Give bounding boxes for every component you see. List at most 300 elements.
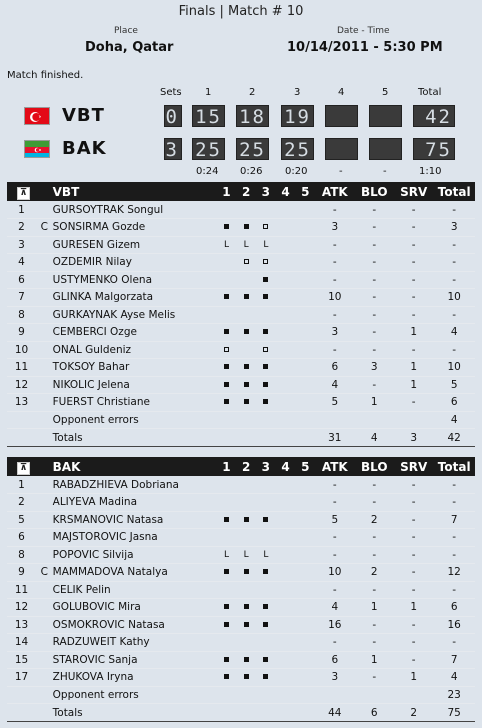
captain-mark — [36, 581, 53, 599]
atk-value: 6 — [315, 359, 354, 377]
player-name: RABADZHIEVA Dobriana — [53, 476, 217, 494]
player-number: 8 — [7, 546, 36, 564]
total-value: - — [433, 236, 475, 254]
set-5-participation — [295, 359, 315, 377]
started-set-icon — [224, 604, 229, 609]
started-set-icon — [263, 569, 268, 574]
set-3-participation — [256, 634, 276, 652]
set-4-participation — [276, 236, 296, 254]
total-value: 5 — [433, 376, 475, 394]
set-5-participation — [295, 616, 315, 634]
set3-score-bak: 25 — [281, 138, 314, 160]
player-number: 7 — [7, 289, 36, 307]
set-1-participation — [217, 236, 237, 254]
player-name: GOLUBOVIC Mira — [53, 599, 217, 617]
set-2-participation — [236, 341, 256, 359]
blo-value: - — [355, 376, 394, 394]
set-1-participation — [217, 254, 237, 272]
set-5-participation — [295, 634, 315, 652]
set-5-participation — [295, 306, 315, 324]
set-2-participation — [236, 476, 256, 494]
table-row — [7, 669, 475, 687]
table-row — [7, 219, 475, 237]
set-4-participation — [276, 254, 296, 272]
substitute-set-icon — [244, 259, 249, 264]
set-4-participation — [276, 359, 296, 377]
blo-value: - — [355, 254, 394, 272]
table-header-row — [7, 182, 475, 201]
atk-header: ATK — [315, 182, 354, 201]
totals-total: 42 — [433, 429, 475, 447]
set-4-participation — [276, 376, 296, 394]
total-value: - — [433, 201, 475, 219]
atk-value: - — [315, 341, 354, 359]
blo-value: - — [355, 289, 394, 307]
set-1-participation — [217, 341, 237, 359]
blo-value: - — [355, 581, 394, 599]
player-name: NIKOLIC Jelena — [53, 376, 217, 394]
totals-blo: 4 — [355, 429, 394, 447]
srv-value: 1 — [394, 359, 433, 377]
total-value: 4 — [433, 411, 475, 429]
total-value: 23 — [433, 686, 475, 704]
atk-value: 16 — [315, 616, 354, 634]
set-4-participation — [276, 616, 296, 634]
set-2-participation — [236, 616, 256, 634]
libero-mark: L — [243, 549, 249, 560]
player-name: RADZUWEIT Kathy — [53, 634, 217, 652]
started-set-icon — [224, 364, 229, 369]
player-number: 5 — [7, 511, 36, 529]
totals-blo: 6 — [355, 704, 394, 722]
srv-value: - — [394, 616, 433, 634]
srv-value: 1 — [394, 324, 433, 342]
total-value: 12 — [433, 564, 475, 582]
started-set-icon — [244, 604, 249, 609]
total-value: 6 — [433, 599, 475, 617]
set-1-participation — [217, 376, 237, 394]
srv-value: - — [394, 651, 433, 669]
scoreboard-team-vbt — [0, 105, 482, 127]
match-title: Finals | Match # 10 — [178, 4, 304, 19]
player-number: 17 — [7, 669, 36, 687]
set-1-participation — [217, 669, 237, 687]
totals-label: Totals — [53, 429, 217, 447]
player-name: CEMBERCI Ozge — [53, 324, 217, 342]
total-value: 3 — [433, 219, 475, 237]
started-set-icon — [263, 382, 268, 387]
captain-mark — [36, 651, 53, 669]
player-number: 13 — [7, 616, 36, 634]
table-row — [7, 201, 475, 219]
set-1-participation — [217, 289, 237, 307]
captain-mark — [36, 599, 53, 617]
started-set-icon — [263, 277, 268, 282]
set-3-participation — [256, 289, 276, 307]
set3-score-vbt: 19 — [281, 105, 314, 127]
captain-mark — [36, 359, 53, 377]
set2-header: 2 — [236, 182, 256, 201]
collapse-icon[interactable]: ⊼ — [17, 462, 30, 475]
table-row — [7, 511, 475, 529]
substitute-set-icon — [224, 347, 229, 352]
set-5-participation — [295, 686, 315, 704]
player-name: ZHUKOVA Iryna — [53, 669, 217, 687]
srv-value: - — [394, 236, 433, 254]
started-set-icon — [263, 517, 268, 522]
set-3-participation — [256, 581, 276, 599]
set-4-participation — [276, 306, 296, 324]
srv-value — [394, 411, 433, 429]
blo-value: - — [355, 201, 394, 219]
set-4-participation — [276, 219, 296, 237]
player-name: Opponent errors — [53, 686, 217, 704]
player-number: 12 — [7, 376, 36, 394]
set-3-participation — [256, 669, 276, 687]
atk-header: ATK — [315, 457, 354, 476]
scoreboard-team-bak — [0, 138, 482, 160]
set-5-participation — [295, 651, 315, 669]
set-4-participation — [276, 651, 296, 669]
team-name-header: VBT — [53, 182, 217, 201]
sb-header-2: 2 — [249, 87, 256, 98]
set-1-participation — [217, 564, 237, 582]
player-name: OZDEMIR Nilay — [53, 254, 217, 272]
set-2-participation — [236, 236, 256, 254]
collapse-header-cell — [7, 182, 36, 201]
started-set-icon — [224, 674, 229, 679]
player-number — [7, 686, 36, 704]
set-3-participation — [256, 599, 276, 617]
turkey-flag-icon — [24, 107, 50, 125]
set-1-participation — [217, 581, 237, 599]
table-row — [7, 581, 475, 599]
player-number: 11 — [7, 581, 36, 599]
player-name: GURESEN Gizem — [53, 236, 217, 254]
atk-value: 5 — [315, 511, 354, 529]
set-5-participation — [295, 599, 315, 617]
player-number: 4 — [7, 254, 36, 272]
started-set-icon — [224, 224, 229, 229]
player-number: 3 — [7, 236, 36, 254]
set-4-participation — [276, 341, 296, 359]
set-1-participation — [217, 394, 237, 412]
total-header: Total — [433, 457, 475, 476]
srv-value: - — [394, 306, 433, 324]
started-set-icon — [244, 569, 249, 574]
set1-header: 1 — [217, 182, 237, 201]
set-2-participation — [236, 394, 256, 412]
started-set-icon — [224, 329, 229, 334]
captain-mark — [36, 271, 53, 289]
blo-value: - — [355, 324, 394, 342]
table-row — [7, 254, 475, 272]
set4-header: 4 — [276, 457, 296, 476]
azerbaijan-flag-icon — [24, 140, 50, 158]
atk-value: - — [315, 236, 354, 254]
set-3-participation — [256, 686, 276, 704]
player-name: GURKAYNAK Ayse Melis — [53, 306, 217, 324]
table-row — [7, 651, 475, 669]
table-row — [7, 529, 475, 547]
blo-value — [355, 411, 394, 429]
set-2-participation — [236, 494, 256, 512]
player-number: 9 — [7, 324, 36, 342]
set-5-participation — [295, 289, 315, 307]
datetime-label: Date - Time — [337, 26, 390, 36]
table-row — [7, 394, 475, 412]
set-1-participation — [217, 411, 237, 429]
player-number: 6 — [7, 529, 36, 547]
table-row — [7, 494, 475, 512]
player-number: 2 — [7, 494, 36, 512]
started-set-icon — [263, 622, 268, 627]
blo-value: - — [355, 546, 394, 564]
started-set-icon — [244, 517, 249, 522]
atk-value: 3 — [315, 324, 354, 342]
set-3-participation — [256, 394, 276, 412]
total-score-vbt: 42 — [413, 105, 455, 127]
set-1-participation — [217, 201, 237, 219]
srv-value: 1 — [394, 669, 433, 687]
started-set-icon — [244, 622, 249, 627]
player-name: OSMOKROVIC Natasa — [53, 616, 217, 634]
table-row — [7, 564, 475, 582]
set-5-participation — [295, 376, 315, 394]
set-4-participation — [276, 476, 296, 494]
player-name: GURSOYTRAK Songul — [53, 201, 217, 219]
player-name: Opponent errors — [53, 411, 217, 429]
atk-value: - — [315, 494, 354, 512]
captain-mark — [36, 394, 53, 412]
table-row — [7, 616, 475, 634]
set-3-participation — [256, 359, 276, 377]
set-3-participation — [256, 324, 276, 342]
set-5-participation — [295, 669, 315, 687]
set-2-participation — [236, 289, 256, 307]
player-name: USTYMENKO Olena — [53, 271, 217, 289]
set-5-participation — [295, 546, 315, 564]
captain-mark — [36, 411, 53, 429]
srv-value: - — [394, 476, 433, 494]
set-1-participation — [217, 476, 237, 494]
table-row — [7, 376, 475, 394]
player-number: 14 — [7, 634, 36, 652]
set-1-participation — [217, 599, 237, 617]
set4-duration: - — [339, 166, 343, 177]
player-name: MAJSTOROVIC Jasna — [53, 529, 217, 547]
captain-mark — [36, 306, 53, 324]
set-5-participation — [295, 324, 315, 342]
set-1-participation — [217, 494, 237, 512]
captain-mark: C — [36, 219, 53, 237]
set5-score-bak — [369, 138, 402, 160]
blo-value: 2 — [355, 511, 394, 529]
set-5-participation — [295, 564, 315, 582]
table-row — [7, 324, 475, 342]
set-2-participation — [236, 271, 256, 289]
srv-value: - — [394, 289, 433, 307]
set-5-participation — [295, 494, 315, 512]
set-1-participation — [217, 271, 237, 289]
blo-value: - — [355, 476, 394, 494]
player-number: 1 — [7, 476, 36, 494]
set-4-participation — [276, 581, 296, 599]
table-row — [7, 236, 475, 254]
set4-score-bak — [325, 138, 358, 160]
started-set-icon — [224, 657, 229, 662]
libero-mark: L — [223, 549, 229, 560]
set-3-participation — [256, 411, 276, 429]
collapse-header-cell — [7, 457, 36, 476]
started-set-icon — [263, 364, 268, 369]
substitute-set-icon — [263, 347, 268, 352]
set1-duration: 0:24 — [196, 166, 219, 177]
total-score-bak: 75 — [413, 138, 455, 160]
table-row — [7, 411, 475, 429]
collapse-icon[interactable]: ⊼ — [17, 187, 30, 200]
set-3-participation — [256, 219, 276, 237]
blo-value: 2 — [355, 564, 394, 582]
libero-mark: L — [263, 239, 269, 250]
set-4-participation — [276, 669, 296, 687]
set-2-participation — [236, 669, 256, 687]
srv-value: - — [394, 201, 433, 219]
set-1-participation — [217, 529, 237, 547]
sb-header-sets: Sets — [160, 87, 182, 98]
table-row — [7, 686, 475, 704]
sb-header-4: 4 — [338, 87, 345, 98]
player-name: TOKSOY Bahar — [53, 359, 217, 377]
player-number: 13 — [7, 394, 36, 412]
set-4-participation — [276, 511, 296, 529]
set-5-participation — [295, 201, 315, 219]
started-set-icon — [244, 674, 249, 679]
substitute-set-icon — [263, 259, 268, 264]
set-5-participation — [295, 511, 315, 529]
blo-value: - — [355, 669, 394, 687]
srv-value: 1 — [394, 376, 433, 394]
started-set-icon — [263, 329, 268, 334]
set-2-participation — [236, 599, 256, 617]
set-5-participation — [295, 476, 315, 494]
set-3-participation — [256, 254, 276, 272]
total-value: - — [433, 546, 475, 564]
player-name: ALIYEVA Madina — [53, 494, 217, 512]
started-set-icon — [244, 329, 249, 334]
set-5-participation — [295, 219, 315, 237]
started-set-icon — [263, 657, 268, 662]
set-5-participation — [295, 341, 315, 359]
set-3-participation — [256, 476, 276, 494]
total-value: 4 — [433, 324, 475, 342]
set1-score-vbt: 15 — [192, 105, 225, 127]
total-value: - — [433, 306, 475, 324]
blo-value: - — [355, 219, 394, 237]
player-number: 15 — [7, 651, 36, 669]
set-3-participation — [256, 511, 276, 529]
blo-value: - — [355, 341, 394, 359]
set-2-participation — [236, 376, 256, 394]
started-set-icon — [224, 294, 229, 299]
captain-mark — [36, 686, 53, 704]
total-value: - — [433, 341, 475, 359]
srv-value: - — [394, 564, 433, 582]
started-set-icon — [244, 657, 249, 662]
captain-mark — [36, 511, 53, 529]
atk-value: - — [315, 529, 354, 547]
atk-value: 6 — [315, 651, 354, 669]
set-2-participation — [236, 529, 256, 547]
player-name: ONAL Guldeniz — [53, 341, 217, 359]
captain-mark — [36, 634, 53, 652]
totals-srv: 2 — [394, 704, 433, 722]
set-2-participation — [236, 651, 256, 669]
player-name: POPOVIC Silvija — [53, 546, 217, 564]
started-set-icon — [244, 382, 249, 387]
place-label: Place — [114, 26, 138, 36]
srv-value — [394, 686, 433, 704]
set-3-participation — [256, 341, 276, 359]
atk-value: 5 — [315, 394, 354, 412]
total-value: 4 — [433, 669, 475, 687]
set-3-participation — [256, 306, 276, 324]
total-value: 6 — [433, 394, 475, 412]
set-3-participation — [256, 529, 276, 547]
set-3-participation — [256, 376, 276, 394]
totals-label: Totals — [53, 704, 217, 722]
set-1-participation — [217, 546, 237, 564]
player-name: GLINKA Malgorzata — [53, 289, 217, 307]
set-1-participation — [217, 634, 237, 652]
table-row — [7, 634, 475, 652]
set4-header: 4 — [276, 182, 296, 201]
set-2-participation — [236, 201, 256, 219]
srv-value: - — [394, 581, 433, 599]
srv-header: SRV — [394, 182, 433, 201]
srv-value: - — [394, 634, 433, 652]
atk-value: - — [315, 634, 354, 652]
set3-duration: 0:20 — [285, 166, 308, 177]
set-5-participation — [295, 529, 315, 547]
blo-value: - — [355, 306, 394, 324]
set-5-participation — [295, 271, 315, 289]
set1-score-bak: 25 — [192, 138, 225, 160]
set-2-participation — [236, 564, 256, 582]
started-set-icon — [263, 399, 268, 404]
table-row — [7, 476, 475, 494]
set-2-participation — [236, 254, 256, 272]
started-set-icon — [263, 294, 268, 299]
blo-value: - — [355, 271, 394, 289]
set-2-participation — [236, 411, 256, 429]
srv-value: - — [394, 341, 433, 359]
total-value: 7 — [433, 651, 475, 669]
total-duration: 1:10 — [419, 166, 442, 177]
srv-value: - — [394, 219, 433, 237]
captain-mark — [36, 616, 53, 634]
table-row — [7, 546, 475, 564]
set-3-participation — [256, 616, 276, 634]
atk-value — [315, 686, 354, 704]
set-1-participation — [217, 686, 237, 704]
started-set-icon — [244, 364, 249, 369]
set-4-participation — [276, 411, 296, 429]
set-4-participation — [276, 634, 296, 652]
set-2-participation — [236, 634, 256, 652]
sb-header-3: 3 — [294, 87, 301, 98]
set-2-participation — [236, 359, 256, 377]
